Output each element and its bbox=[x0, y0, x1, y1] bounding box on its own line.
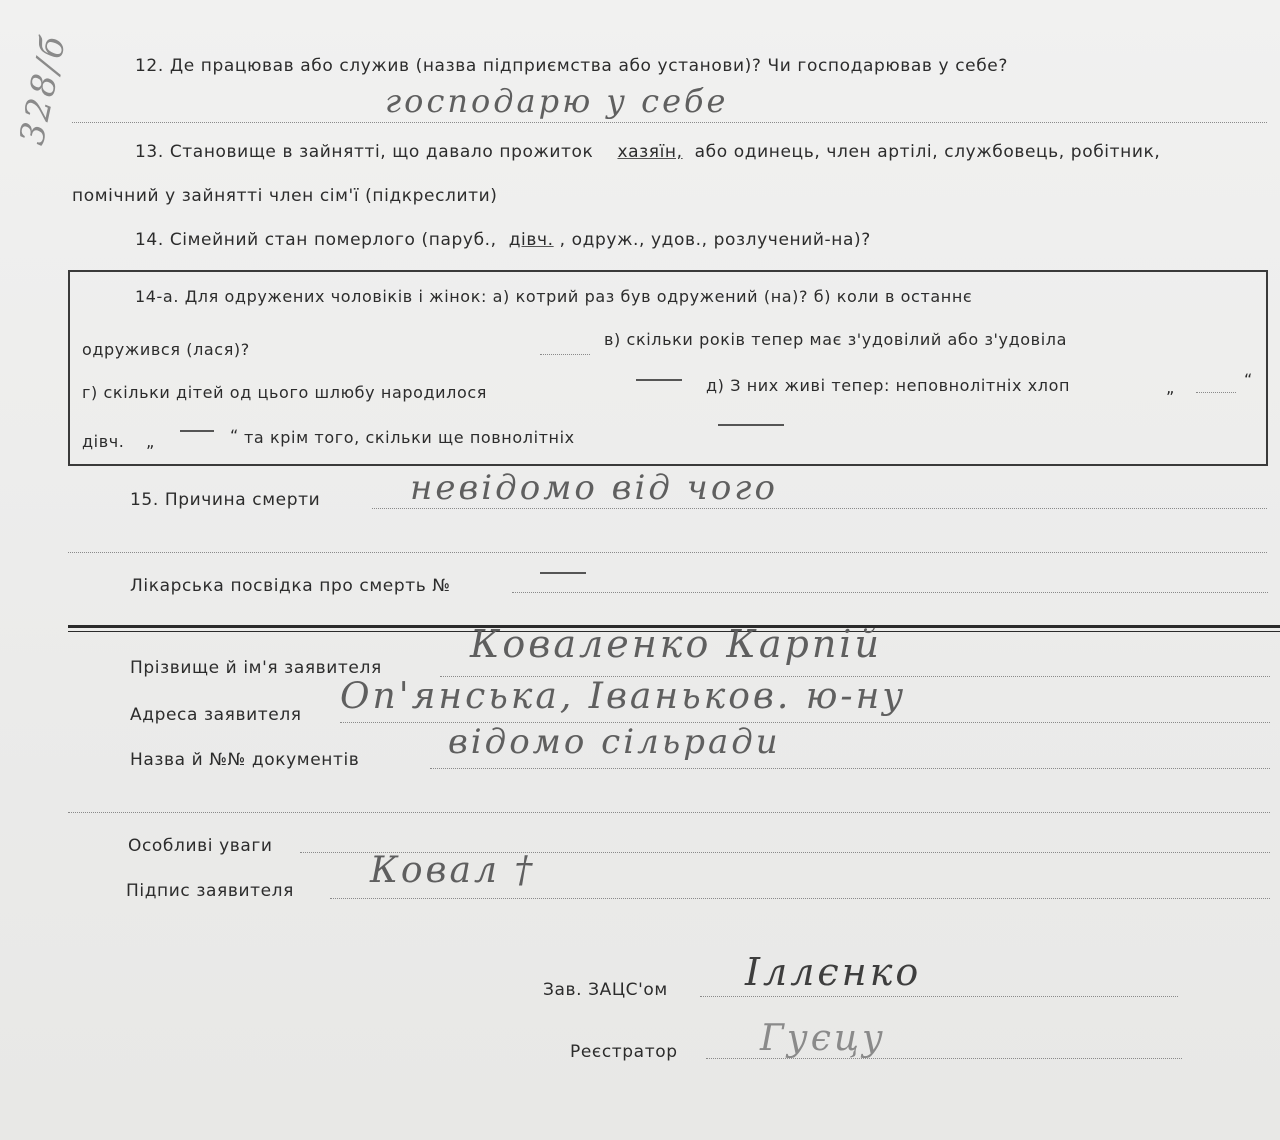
q12-answer-line bbox=[72, 122, 1267, 123]
q14a-line4a: дівч. bbox=[82, 432, 125, 451]
q13-line2: помічний у зайнятті член сім'ї (підкреслити) bbox=[72, 186, 498, 206]
q13-selected-option: хазяїн, bbox=[617, 142, 683, 162]
q14a-adults-dash bbox=[718, 424, 784, 426]
q15-label: 15. Причина смерти bbox=[130, 490, 321, 510]
applicant-name-value: Коваленко Карпій bbox=[470, 622, 882, 666]
q14a-line3a: г) скільки дітей од цього шлюбу народилося bbox=[82, 383, 487, 402]
q14a-line2a: одружився (лася)? bbox=[82, 340, 250, 359]
notes-label: Особливі уваги bbox=[128, 836, 273, 856]
q14a-quote-open2: „ bbox=[146, 432, 155, 451]
applicant-docs-value: відомо сільради bbox=[448, 722, 781, 762]
registrar-label: Реєстратор bbox=[570, 1042, 678, 1062]
medical-label: Лікарська посвідка про смерть № bbox=[130, 576, 451, 596]
registrar-line bbox=[706, 1058, 1182, 1059]
q13-text-after: або одинець, член артілі, службовець, робітник, bbox=[694, 142, 1161, 162]
margin-number: 328/б bbox=[12, 30, 75, 149]
applicant-extra-line bbox=[68, 812, 1270, 813]
q15-extra-line bbox=[68, 552, 1267, 553]
q13-text-before: 13. Становище в зайнятті, що давало прожиток bbox=[135, 142, 594, 162]
q14a-quote-open: „ bbox=[1166, 378, 1175, 397]
signature-label: Підпис заявителя bbox=[126, 881, 294, 901]
head-label: Зав. ЗАЦС'ом bbox=[543, 980, 668, 1000]
signature-line bbox=[330, 898, 1270, 899]
q13-line1 bbox=[135, 142, 1160, 162]
q14a-line1: 14-а. Для одружених чоловіків і жінок: а) котрий раз був одружений (на)? б) коли в останнє bbox=[135, 287, 973, 306]
applicant-name-label: Прізвище й ім'я заявителя bbox=[130, 658, 382, 678]
medical-number-line bbox=[512, 592, 1268, 593]
q14-text-before: 14. Сімейний стан померлого (паруб., bbox=[135, 230, 497, 250]
registrar-signature: Гуєцу bbox=[760, 1018, 886, 1059]
applicant-signature: Ковал † bbox=[370, 850, 536, 891]
q14a-boys-blank bbox=[1196, 392, 1236, 393]
q12-answer: господарю у себе bbox=[385, 82, 729, 120]
q14a-quote-close: “ bbox=[1244, 370, 1253, 389]
q15-answer: невідомо від чого bbox=[410, 468, 778, 508]
q14a-line4b: та крім того, скільки ще повнолітніх bbox=[244, 428, 575, 447]
q12-label: 12. Де працював або служив (назва підприємства або установи)? Чи господарював у себе? bbox=[135, 56, 1008, 76]
applicant-address-value: Оп'янська, Іваньков. ю-ну bbox=[340, 676, 907, 717]
q14a-line2b: в) скільки років тепер має з'удовілий або з'удовіла bbox=[604, 330, 1067, 349]
q15-answer-line bbox=[372, 508, 1267, 509]
q14a-quote-close2: “ bbox=[230, 426, 239, 445]
q14-selected-option: дівч. bbox=[508, 230, 554, 250]
head-signature: Іллєнко bbox=[745, 950, 922, 994]
applicant-docs-line bbox=[430, 768, 1270, 769]
head-line bbox=[700, 996, 1178, 997]
medical-number-dash bbox=[540, 572, 586, 574]
q14a-line3b: д) З них живі тепер: неповнолітніх хлоп bbox=[706, 376, 1071, 395]
q14a-children-dash bbox=[636, 379, 682, 381]
applicant-docs-label: Назва й №№ документів bbox=[130, 750, 360, 770]
q14-text-after: , одруж., удов., розлучений-на)? bbox=[559, 230, 871, 250]
q14a-line2-blank bbox=[540, 354, 590, 355]
q14a-girls-dash bbox=[180, 430, 214, 432]
applicant-address-label: Адреса заявителя bbox=[130, 705, 302, 725]
q14-line bbox=[135, 230, 871, 250]
